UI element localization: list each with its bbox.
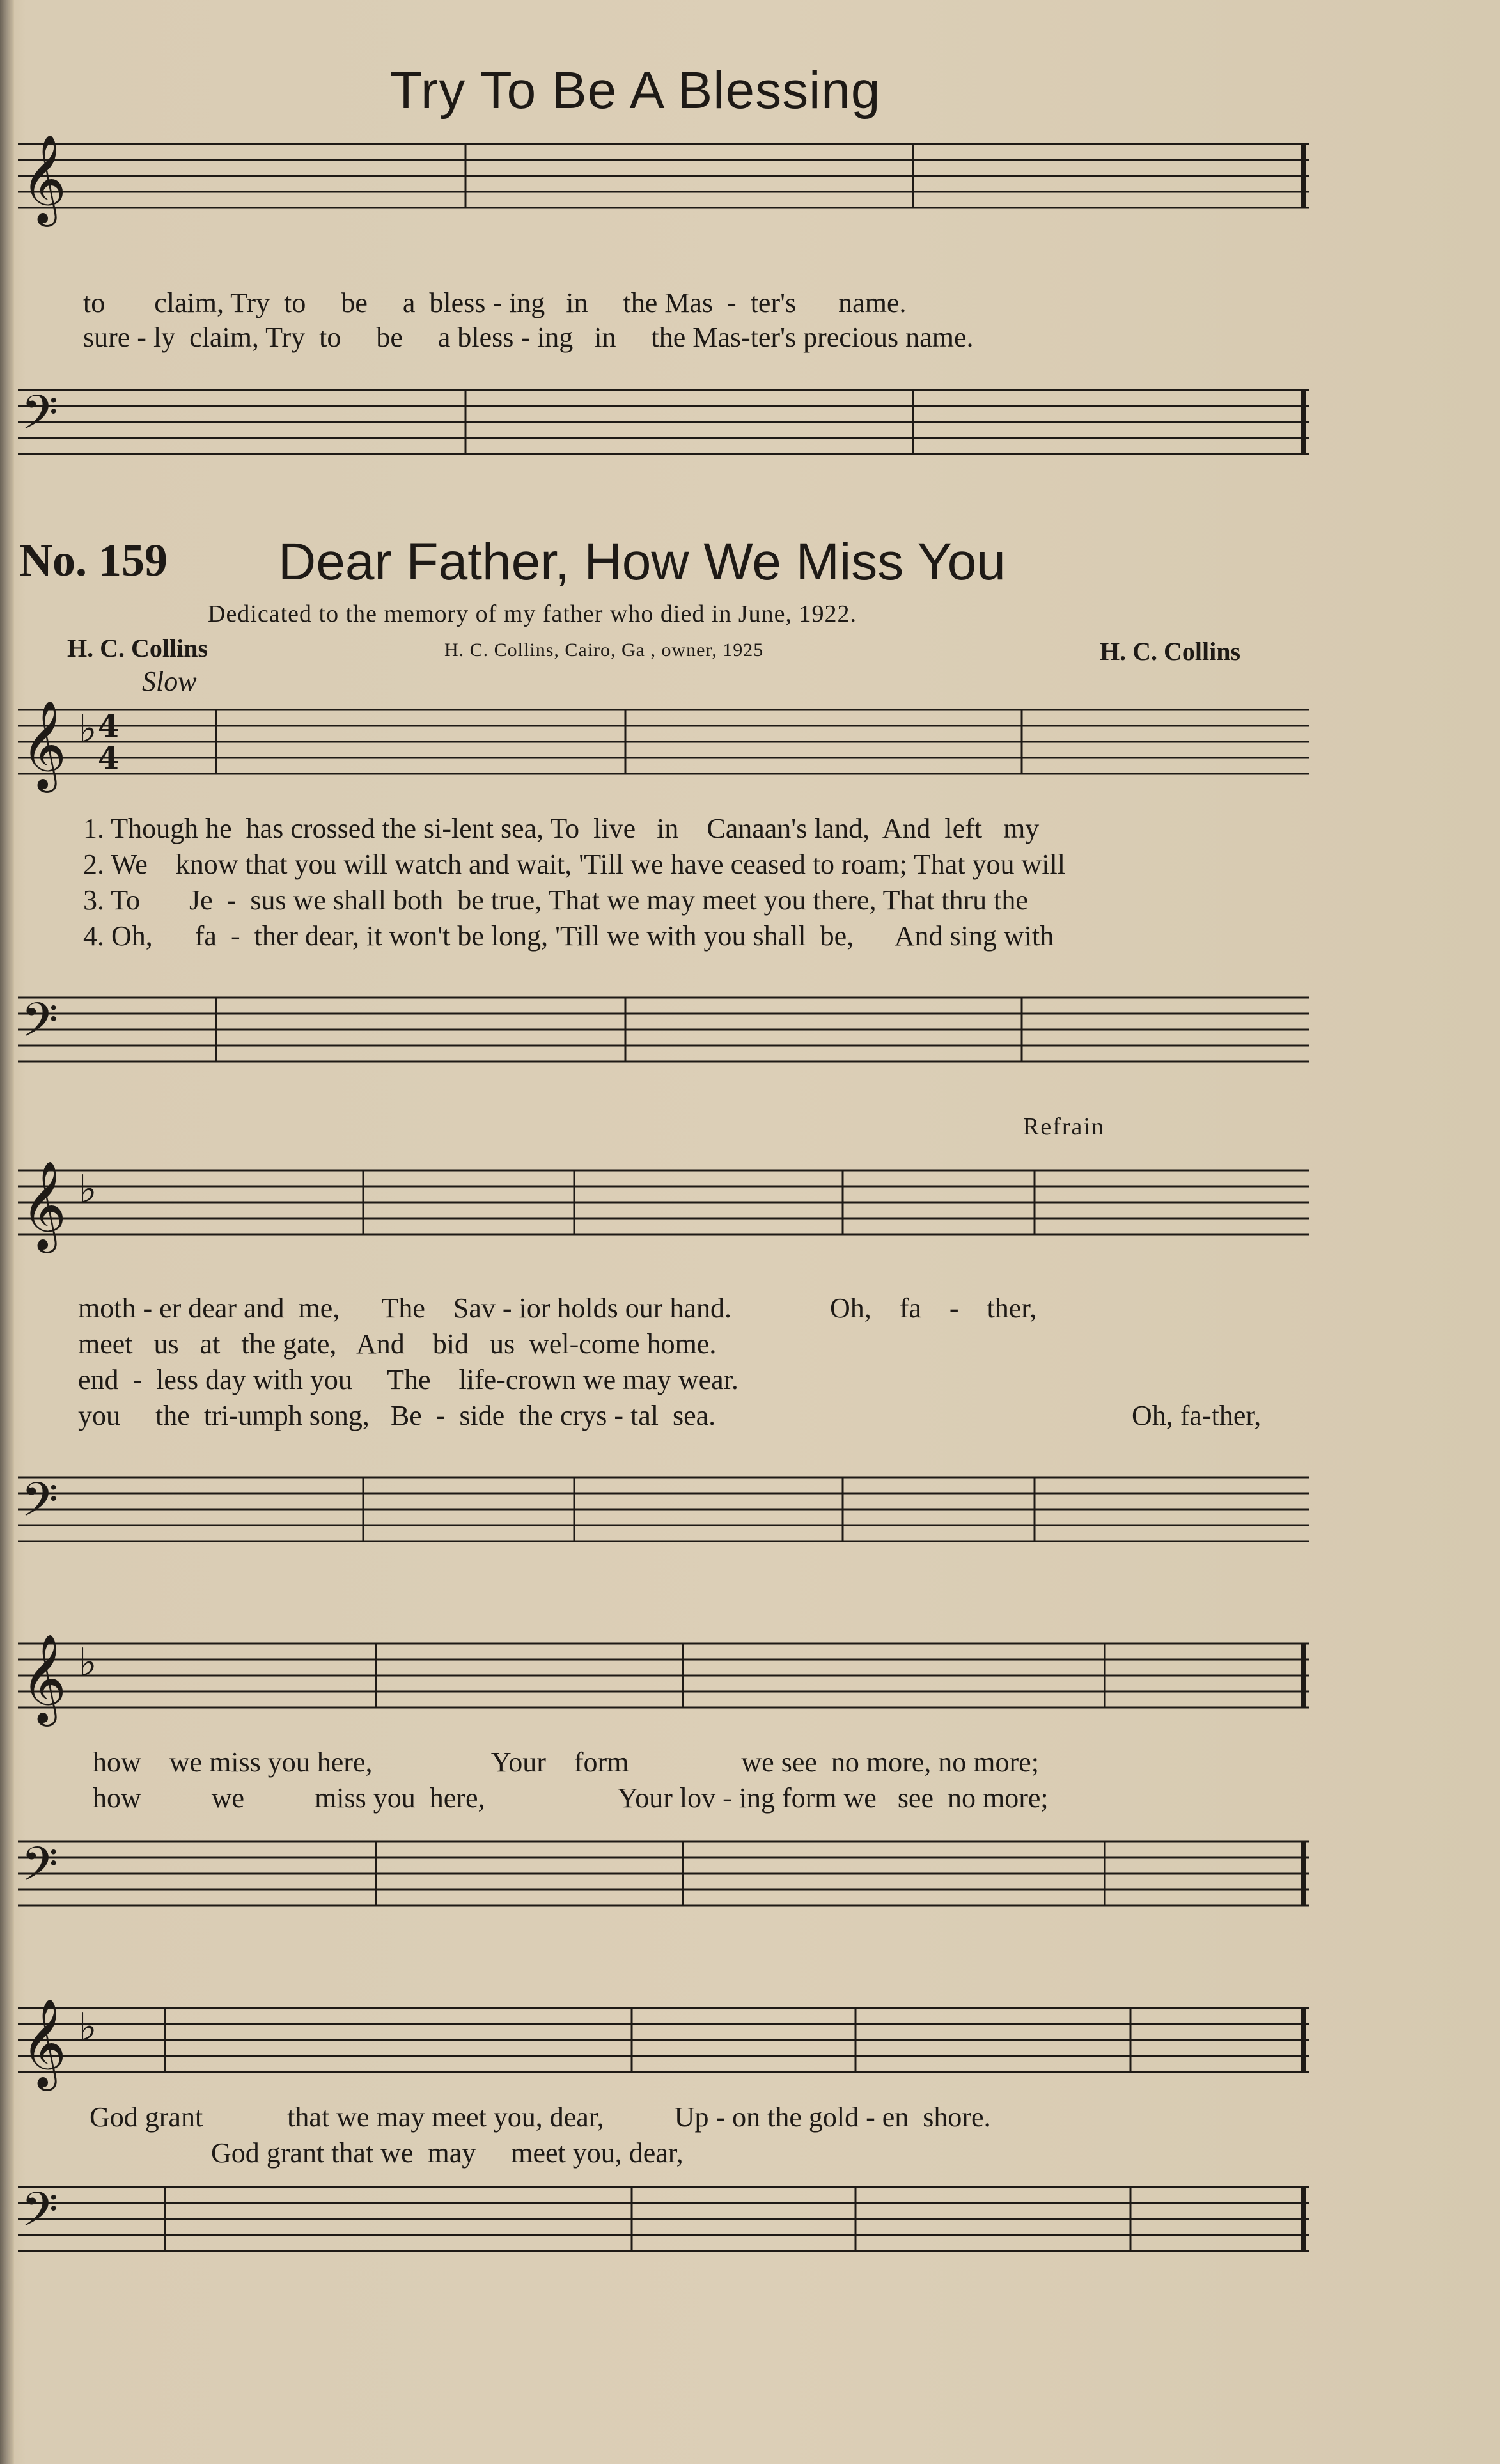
refrain-line-1-alto: how we miss you here, Your lov - ing form we see no more; — [93, 1782, 1049, 1814]
verse-1-line-2: moth - er dear and me, The Sav - ior holds our hand. Oh, fa - ther, — [78, 1292, 1037, 1324]
staff-treble-system-1 — [18, 697, 1322, 789]
refrain-line-2-alto: God grant that we may meet you, dear, — [211, 2137, 684, 2169]
svg-text:𝄢: 𝄢 — [21, 1472, 58, 1539]
svg-text:4: 4 — [98, 709, 120, 744]
svg-text:𝄞: 𝄞 — [21, 1634, 66, 1723]
staff-bass-top — [18, 377, 1322, 452]
staff-treble-system-2 — [18, 1157, 1322, 1250]
copyright-notice: H. C. Collins, Cairo, Ga , owner, 1925 — [444, 640, 764, 661]
svg-text:𝄢: 𝄢 — [21, 2182, 58, 2249]
svg-text:𝄞: 𝄞 — [21, 1161, 66, 1250]
staff-bass-system-1 — [18, 985, 1322, 1060]
verse-2-line-1: 2. We know that you will watch and wait, 'Till we have ceased to roam; That you will — [83, 849, 1065, 880]
staff-bass-system-2 — [18, 1464, 1322, 1539]
staff-treble-system-4 — [18, 1995, 1322, 2087]
verse-4-line-2: you the tri-umph song, Be - side the crys - tal sea. — [78, 1400, 716, 1431]
refrain-line-2-soprano: God grant that we may meet you, dear, Up - on the gold - en shore. — [90, 2101, 991, 2133]
hymn-title: Dear Father, How We Miss You — [278, 533, 1006, 591]
svg-text:♭: ♭ — [79, 1640, 97, 1685]
svg-text:𝄢: 𝄢 — [21, 1837, 58, 1904]
svg-text:𝄞: 𝄞 — [21, 700, 66, 789]
dedication-text: Dedicated to the memory of my father who died in June, 1922. — [208, 600, 857, 627]
music-credit: H. C. Collins — [1100, 637, 1241, 666]
top-lyric-line-1: to claim, Try to be a bless - ing in the Mas - ter's name. — [83, 287, 907, 318]
verse-2-line-2: meet us at the gate, And bid us wel-come home. — [78, 1328, 717, 1360]
refrain-alto-words: Oh, fa-ther, — [1132, 1400, 1262, 1431]
top-song-title: Try To Be A Blessing — [390, 61, 881, 120]
staff-treble-top — [18, 131, 1322, 223]
svg-text:4: 4 — [98, 741, 120, 776]
page-binding-edge — [0, 0, 14, 2464]
staff-bass-system-4 — [18, 2174, 1322, 2249]
verse-3-line-1: 3. To Je - sus we shall both be true, That we may meet you there, That thru the — [83, 884, 1028, 916]
svg-text:♭: ♭ — [79, 1167, 97, 1212]
verse-1-line-1: 1. Though he has crossed the si-lent sea, To live in Canaan's land, And left my — [83, 813, 1040, 844]
top-lyric-line-2: sure - ly claim, Try to be a bless - ing in the Mas-ter's precious name. — [83, 322, 974, 353]
verse-4-line-1: 4. Oh, fa - ther dear, it won't be long, 'Till we with you shall be, And sing with — [83, 920, 1054, 952]
svg-text:♭: ♭ — [79, 707, 97, 751]
staff-bass-system-3 — [18, 1829, 1322, 1904]
tempo-marking: Slow — [142, 666, 197, 697]
verse-3-line-2: end - less day with you The life-crown we may wear. — [78, 1364, 738, 1395]
svg-text:𝄞: 𝄞 — [21, 1998, 66, 2087]
svg-text:♭: ♭ — [79, 2005, 97, 2050]
refrain-label: Refrain — [1023, 1113, 1105, 1140]
refrain-line-1-soprano: how we miss you here, Your form we see no more, no more; — [93, 1746, 1039, 1778]
words-credit: H. C. Collins — [67, 634, 208, 663]
staff-treble-system-3 — [18, 1631, 1322, 1723]
svg-text:𝄢: 𝄢 — [21, 993, 58, 1060]
svg-text:𝄢: 𝄢 — [21, 385, 58, 452]
svg-text:𝄞: 𝄞 — [21, 134, 66, 223]
hymn-number: No. 159 — [19, 535, 168, 586]
